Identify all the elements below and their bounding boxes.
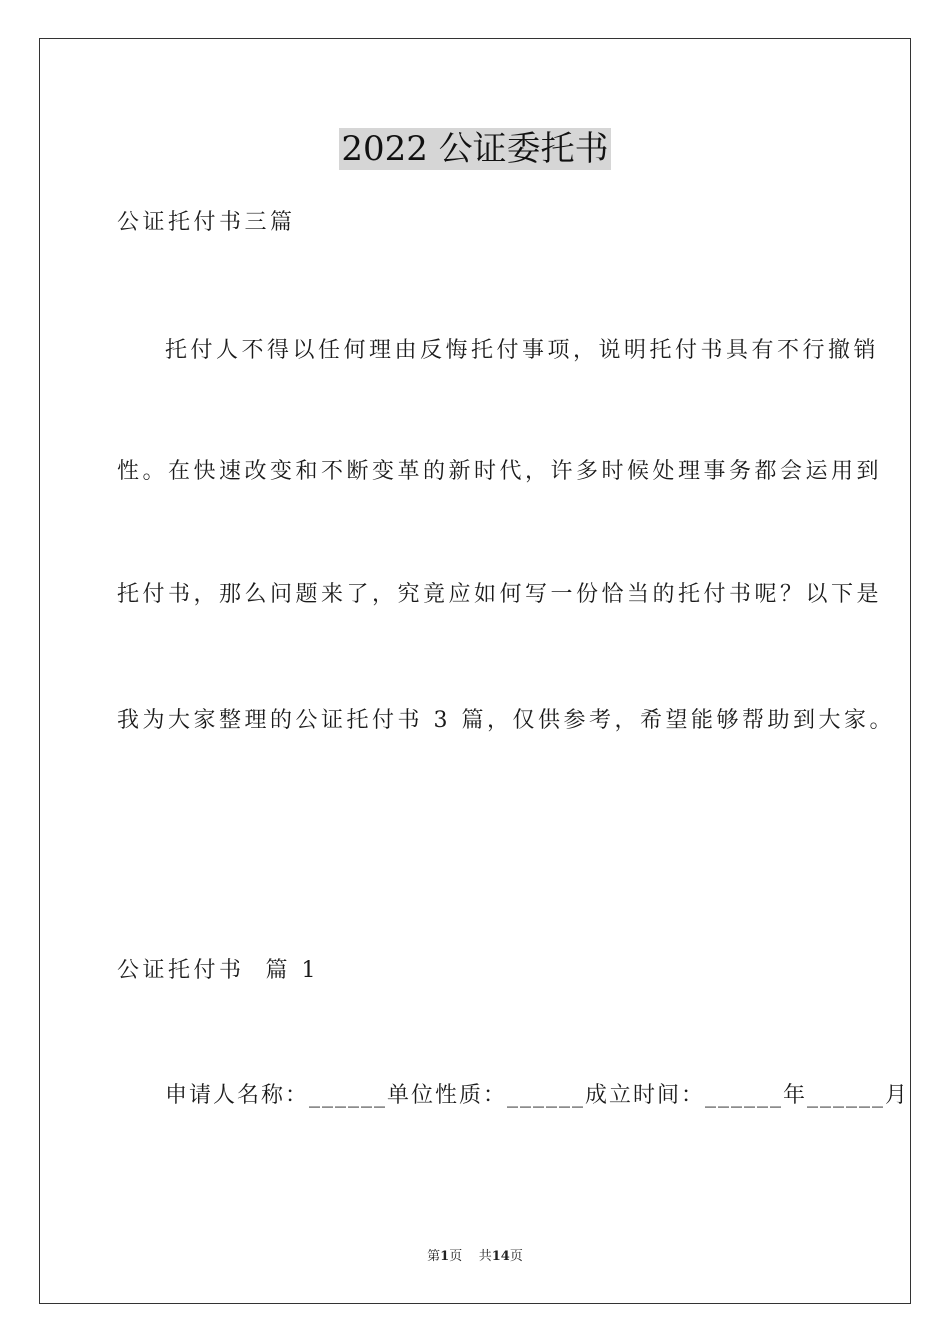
footer-page-number: 1 — [440, 1249, 450, 1264]
paragraph-line-4: 我为大家整理的公证托付书 3 篇，仅供参考，希望能够帮助到大家。 — [117, 708, 895, 733]
footer-page-prefix: 第 — [427, 1249, 441, 1264]
section-heading: 公证托付书 篇 1 — [117, 958, 319, 983]
paragraph-line-1: 托付人不得以任何理由反悔托付事项，说明托付书具有不行撤销 — [165, 338, 880, 363]
document-title: 2022 公证委托书 — [341, 129, 609, 169]
page-footer — [0, 1248, 950, 1266]
footer-total-pages: 14 — [491, 1249, 510, 1264]
footer-page-suffix: 页 — [449, 1249, 463, 1264]
title-container — [0, 128, 950, 170]
form-line-applicant: 申请人名称：______单位性质：______成立时间：______年______月 — [165, 1083, 910, 1108]
paragraph-line-2: 性。在快速改变和不断变革的新时代，许多时候处理事务都会运用到 — [117, 459, 883, 484]
paragraph-line-3: 托付书，那么问题来了，究竟应如何写一份恰当的托付书呢？以下是 — [117, 582, 883, 607]
footer-total-prefix: 共 — [478, 1249, 492, 1264]
document-subtitle: 公证托付书三篇 — [117, 210, 296, 235]
footer-total-suffix: 页 — [509, 1249, 523, 1264]
